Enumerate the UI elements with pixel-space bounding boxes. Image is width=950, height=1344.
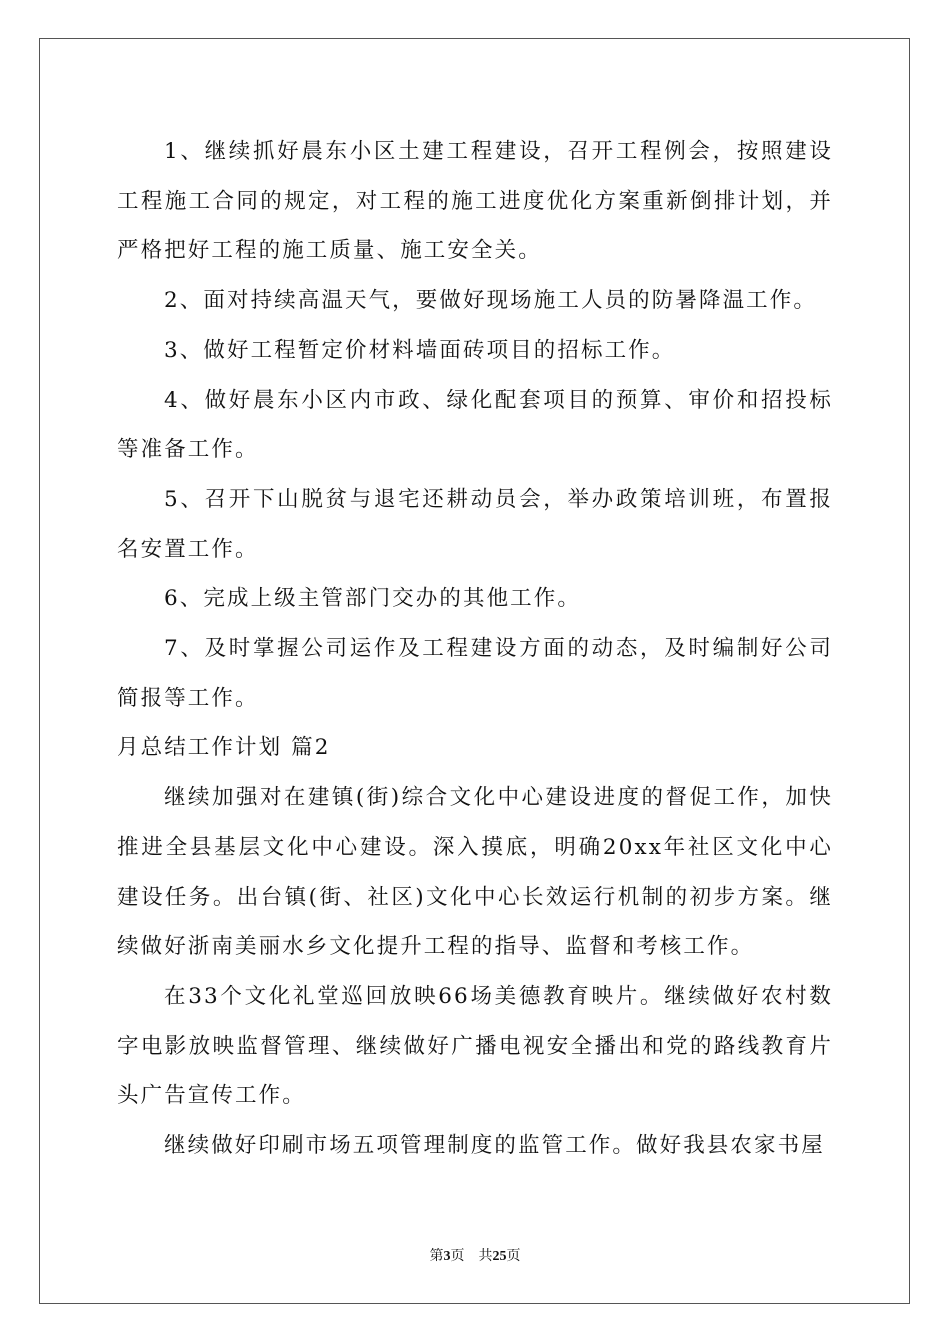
paragraph: 在33个文化礼堂巡回放映66场美德教育映片。继续做好农村数字电影放映监督管理、继续做好广播电视安全播出和党的路线教育片头广告宣传工作。	[117, 983, 833, 1109]
list-item: 6、完成上级主管部门交办的其他工作。	[164, 586, 581, 612]
page-suffix: 页	[506, 1248, 521, 1264]
section-heading: 月总结工作计划 篇2	[117, 735, 331, 761]
paragraph: 继续加强对在建镇(街)综合文化中心建设进度的督促工作，加快推进全县基层文化中心建设。深入摸底，明确20xx年社区文化中心建设任务。出台镇(街、社区)文化中心长效运行机制的初步方案。继续做好浙南美丽水乡文化提升工程的指导、监督和考核工作。	[117, 785, 833, 960]
page-footer	[0, 1246, 950, 1267]
list-item: 7、及时掌握公司运作及工程建设方面的动态，及时编制好公司简报等工作。	[117, 636, 833, 711]
page-total: 25	[492, 1249, 507, 1264]
list-item: 2、面对持续高温天气，要做好现场施工人员的防暑降温工作。	[164, 288, 817, 314]
page-mid: 页 共	[450, 1248, 493, 1264]
page-current: 3	[443, 1249, 451, 1264]
list-item: 3、做好工程暂定价材料墙面砖项目的招标工作。	[164, 337, 676, 363]
paragraph: 继续做好印刷市场五项管理制度的监管工作。做好我县农家书屋	[164, 1133, 825, 1159]
page-prefix: 第	[429, 1248, 444, 1264]
list-item: 5、召开下山脱贫与退宅还耕动员会，举办政策培训班，布置报名安置工作。	[117, 486, 833, 562]
document-body	[117, 127, 833, 1171]
list-item: 1、继续抓好晨东小区土建工程建设，召开工程例会，按照建设工程施工合同的规定，对工程的施工进度优化方案重新倒排计划，并严格把好工程的施工质量、施工安全关。	[117, 139, 833, 264]
list-item: 4、做好晨东小区内市政、绿化配套项目的预算、审价和招投标等准备工作。	[117, 387, 833, 463]
